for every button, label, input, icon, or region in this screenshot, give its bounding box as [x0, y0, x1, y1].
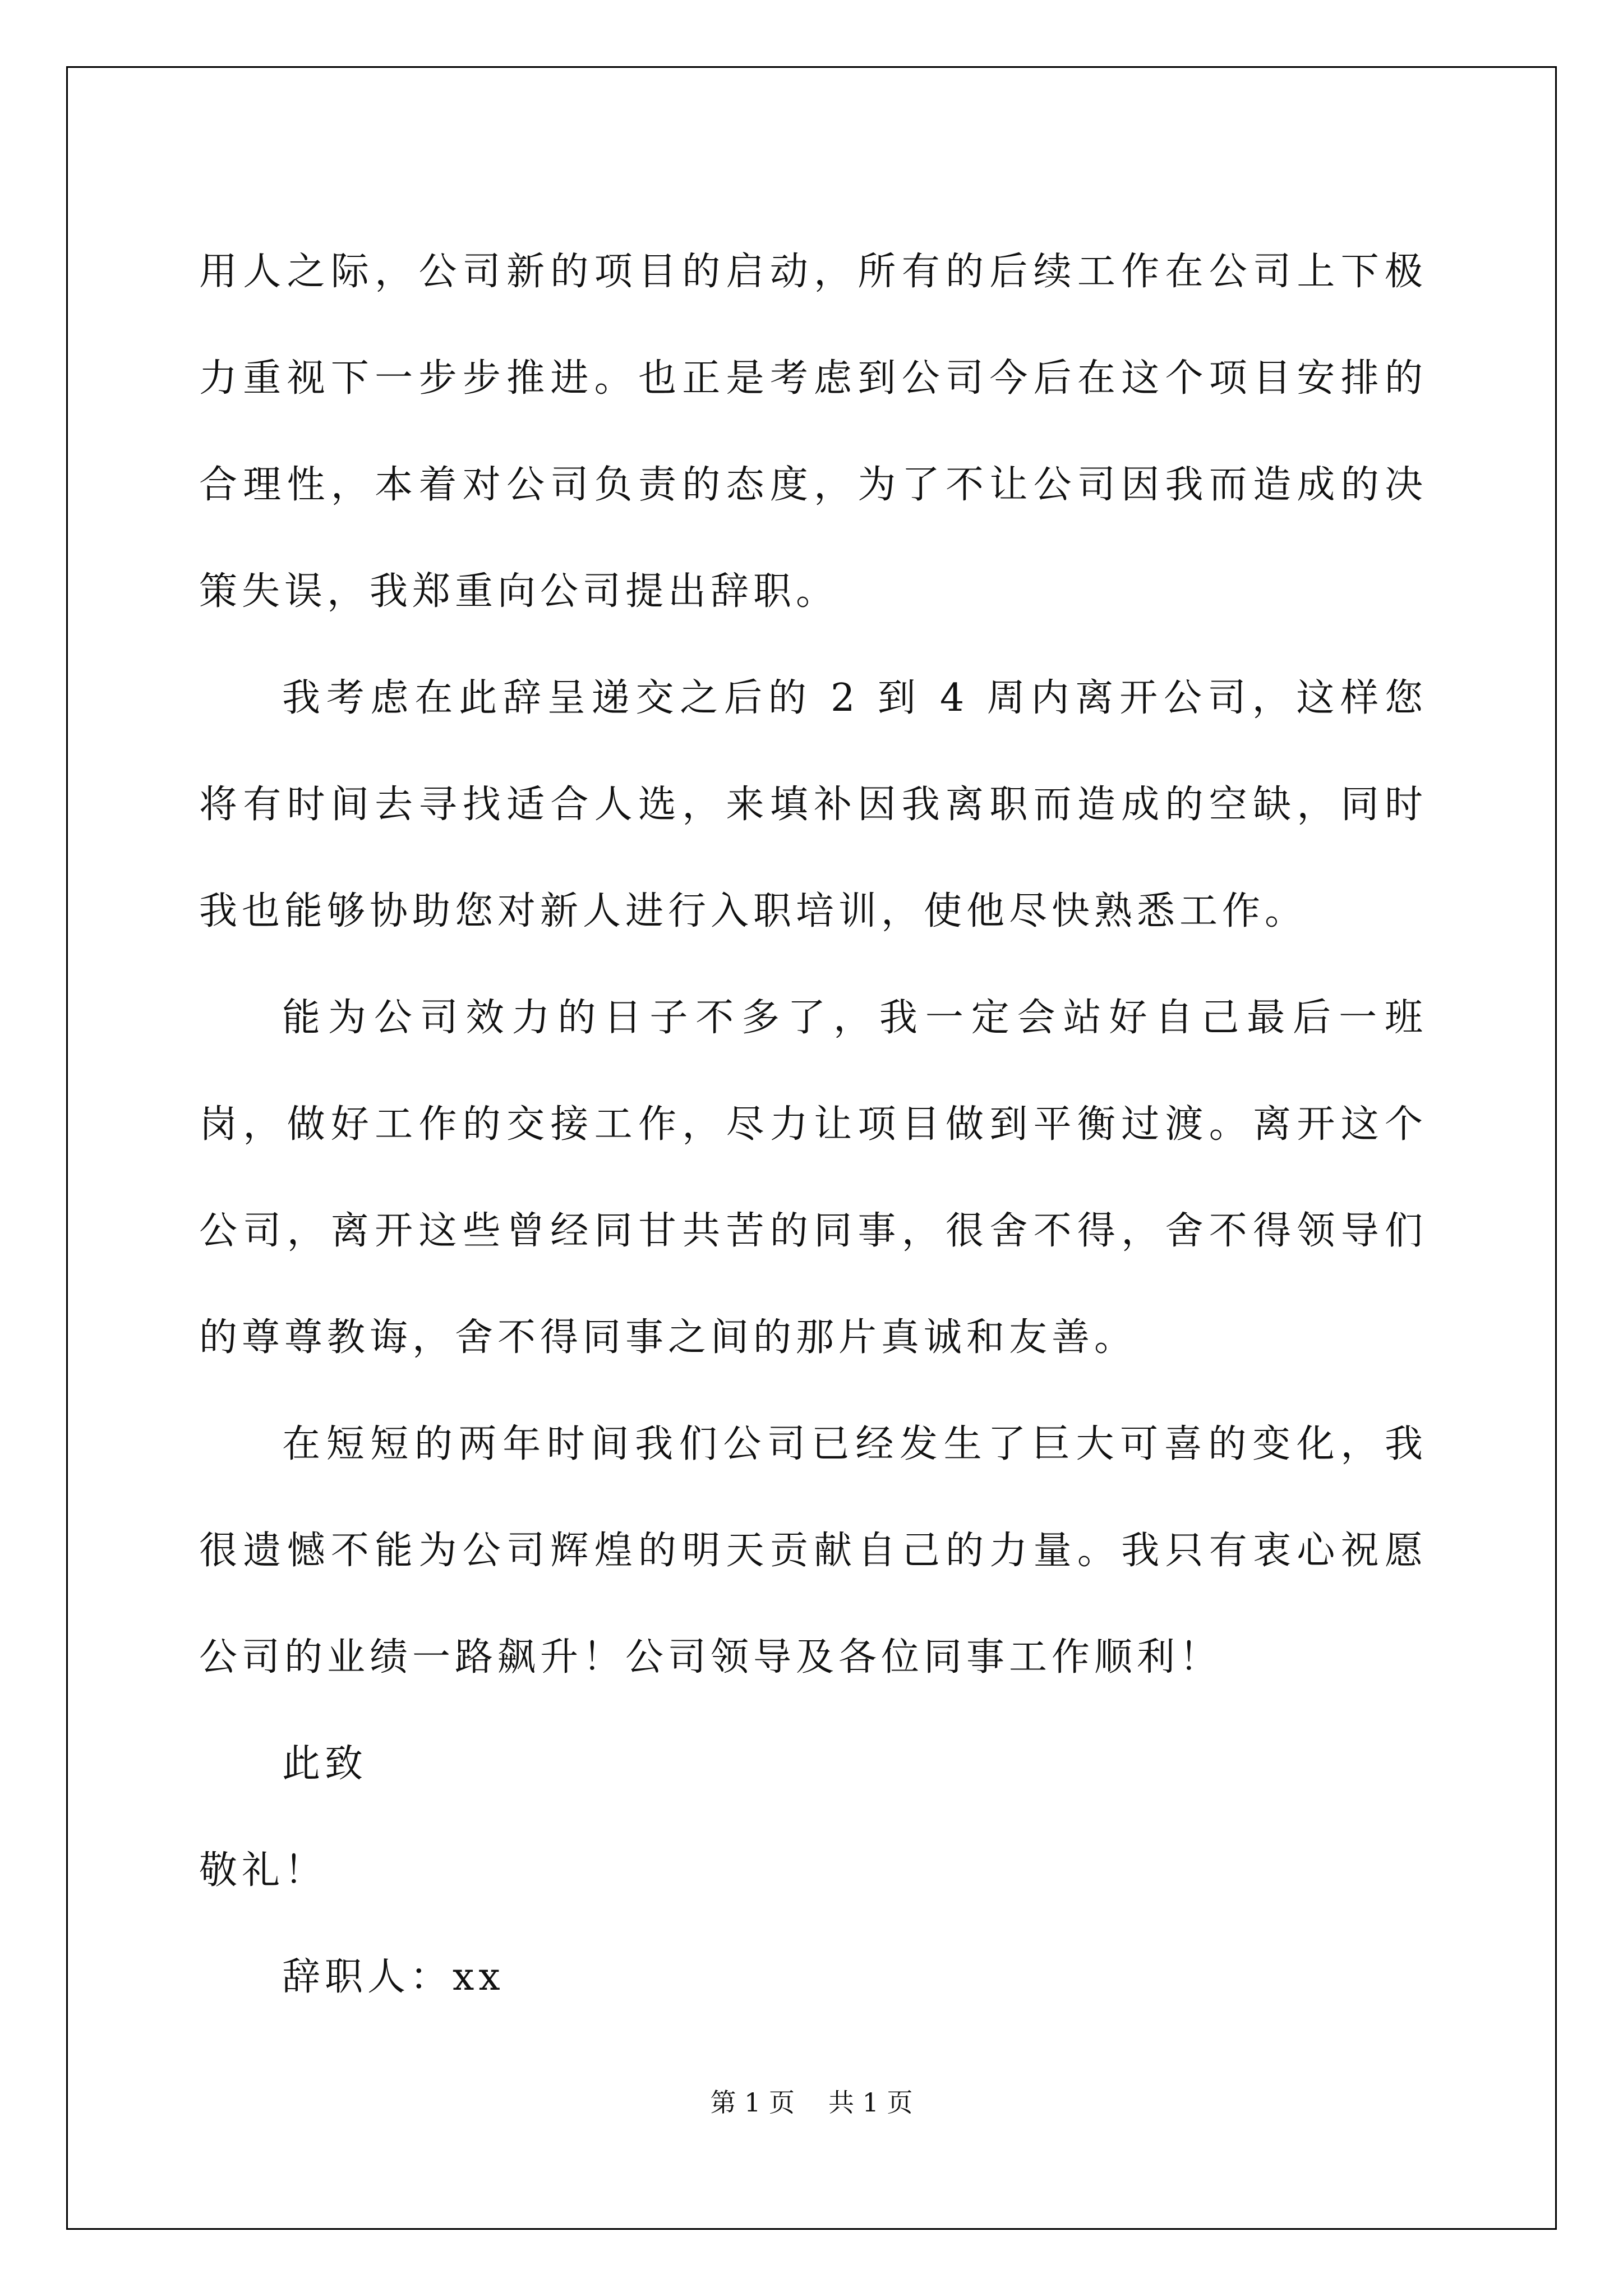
paragraph-wishes: 在短短的两年时间我们公司已经发生了巨大可喜的变化，我很遗憾不能为公司辉煌的明天贡献自己的力量。我只有衷心祝愿公司的业绩一路飙升！公司领导及各位同事工作顺利！ — [199, 1422, 1427, 1680]
paragraph-intro: 用人之际，公司新的项目的启动，所有的后续工作在公司上下极力重视下一步步推进。也正是考虑到公司今后在这个项目安排的合理性，本着对公司负责的态度，为了不让公司因我而造成的决策失误，我郑重向公司提出辞职。 — [199, 250, 1427, 614]
page-number: 第 1 页 — [710, 2087, 795, 2118]
closing-regards: 敬礼！ — [199, 1848, 328, 1893]
page-footer — [0, 2086, 1623, 2119]
paragraph-handover: 能为公司效力的日子不多了，我一定会站好自己最后一班岗，做好工作的交接工作，尽力让项目做到平衡过渡。离开这个公司，离开这些曾经同甘共苦的同事，很舍不得，舍不得领导们的尊尊教诲，舍不得同事之间的那片真诚和友善。 — [199, 996, 1427, 1360]
document-body — [199, 219, 1427, 2031]
page-total: 共 1 页 — [828, 2087, 913, 2118]
signature-line: 辞职人：xx — [282, 1955, 505, 1999]
closing-salutation: 此致 — [282, 1742, 368, 1786]
paragraph-notice-period: 我考虑在此辞呈递交之后的 2 到 4 周内离开公司，这样您将有时间去寻找适合人选，来填补因我离职而造成的空缺，同时我也能够协助您对新人进行入职培训，使他尽快熟悉工作。 — [199, 676, 1427, 933]
